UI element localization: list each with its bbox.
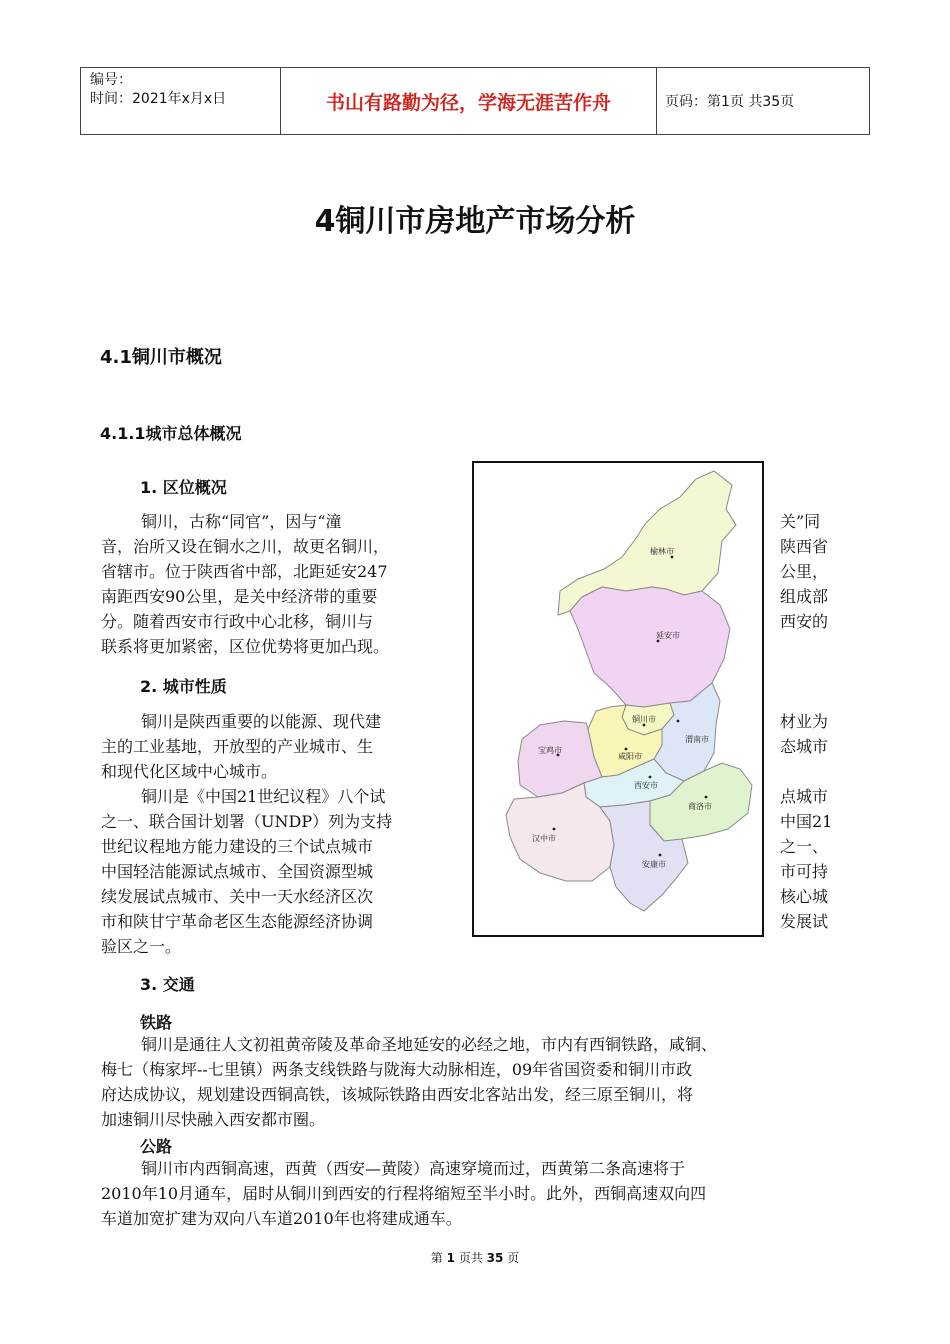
city-label: 咸阳市 xyxy=(618,752,642,761)
text-line: 之一、联合国计划署（UNDP）列为支持 xyxy=(101,812,393,831)
text-line-right: 态城市 xyxy=(780,737,829,756)
city-label: 汉中市 xyxy=(532,834,556,843)
city-dot xyxy=(643,724,646,727)
text-line: 联系将更加紧密，区位优势将更加凸现。 xyxy=(101,637,390,656)
section-heading: 4.1铜川市概况 xyxy=(100,347,222,368)
header-table xyxy=(80,67,870,135)
city-dot xyxy=(677,720,680,723)
city-dot xyxy=(649,776,652,779)
text-line: 续发展试点城市、关中一天水经济区次 xyxy=(101,887,374,906)
time-label: 时间：2021年x月x日 xyxy=(90,91,227,107)
text-line: 南距西安90公里，是关中经济带的重要 xyxy=(101,587,378,606)
text-line: 中国轻洁能源试点城市、全国资源型城 xyxy=(101,862,374,881)
text-line: 铜川市内西铜高速，西黄（西安—黄陵）高速穿境而过，西黄第二条高速将于 xyxy=(141,1159,686,1178)
number-label: 编号： xyxy=(90,72,132,88)
text-line: 铜川是通往人文初祖黄帝陵及革命圣地延安的必经之地，市内有西铜铁路，咸铜、 xyxy=(141,1035,718,1054)
text-line-right: 点城市 xyxy=(780,787,829,806)
location-heading: 1. 区位概况 xyxy=(140,478,227,497)
road-heading: 公路 xyxy=(140,1137,173,1156)
text-line-right: 关”同 xyxy=(780,512,821,531)
text-line: 车道加宽扩建为双向八车道2010年也将建成通车。 xyxy=(101,1209,462,1228)
text-line-right: 材业为 xyxy=(780,712,829,731)
footer-page: 1 xyxy=(446,1251,455,1265)
city-dot xyxy=(657,640,660,643)
text-line: 音，治所又设在铜水之川，故更名铜川， xyxy=(101,537,390,556)
subsection-heading: 4.1.1城市总体概况 xyxy=(100,424,242,443)
city-dot xyxy=(705,796,708,799)
city-dot xyxy=(553,828,556,831)
traffic-heading: 3. 交通 xyxy=(140,975,195,994)
shaanxi-map xyxy=(472,461,764,937)
city-label: 延安市 xyxy=(656,631,680,640)
footer-post: 页 xyxy=(507,1251,520,1265)
city-label: 宝鸡市 xyxy=(538,746,562,755)
text-line: 铜川，古称“同官”，因与“潼 xyxy=(141,512,342,531)
text-line: 铜川是《中国21世纪议程》八个试 xyxy=(141,787,386,806)
text-line-right: 发展试 xyxy=(780,912,829,931)
text-line: 铜川是陕西重要的以能源、现代建 xyxy=(141,712,382,731)
text-line-right: 陕西省 xyxy=(780,537,829,556)
text-line-right: 核心城 xyxy=(780,887,829,906)
city-label: 安康市 xyxy=(642,860,666,869)
text-line: 加速铜川尽快融入西安都市圈。 xyxy=(101,1110,326,1129)
page-footer xyxy=(0,1249,950,1266)
text-line: 验区之一。 xyxy=(101,937,182,956)
header-left-cell xyxy=(81,68,281,134)
city-label: 商洛市 xyxy=(688,802,712,811)
city-label: 榆林市 xyxy=(650,547,674,556)
motto: 书山有路勤为径，学海无涯苦作舟 xyxy=(281,68,657,134)
footer-total: 35 xyxy=(486,1251,504,1265)
city-label: 渭南市 xyxy=(685,735,709,744)
city-label: 铜川市 xyxy=(632,715,656,724)
text-line-right: 之一、 xyxy=(780,837,829,856)
text-line: 梅七（梅家坪--七里镇）两条支线铁路与陇海大动脉相连，09年省国资委和铜川市政 xyxy=(101,1060,693,1079)
text-line: 分。随着西安市行政中心北移，铜川与 xyxy=(101,612,374,631)
city-label: 西安市 xyxy=(634,781,658,790)
shaanxi-map-svg xyxy=(474,463,762,935)
text-line: 市和陕甘宁革命老区生态能源经济协调 xyxy=(101,912,374,931)
text-line: 府达成协议，规划建设西铜高铁，该城际铁路由西安北客站出发，经三原至铜川，将 xyxy=(101,1085,694,1104)
nature-heading: 2. 城市性质 xyxy=(140,677,227,696)
rail-heading: 铁路 xyxy=(140,1013,173,1032)
text-line-right: 公里， xyxy=(780,562,829,581)
text-line-right: 西安的 xyxy=(780,612,829,631)
footer-mid: 页共 xyxy=(458,1251,483,1265)
text-line: 和现代化区域中心城市。 xyxy=(101,762,278,781)
city-dot xyxy=(625,748,628,751)
text-line-right: 组成部 xyxy=(780,587,829,606)
page-info: 页码：第1页 共35页 xyxy=(665,94,795,110)
text-line: 2010年10月通车，届时从铜川到西安的行程将缩短至半小时。此外，西铜高速双向四 xyxy=(101,1184,707,1203)
text-line: 主的工业基地，开放型的产业城市、生 xyxy=(101,737,374,756)
text-line-right: 市可持 xyxy=(780,862,829,881)
text-line-right: 中国21 xyxy=(780,812,833,831)
text-line: 世纪议程地方能力建设的三个试点城市 xyxy=(101,837,374,856)
city-dot xyxy=(671,556,674,559)
footer-pre: 第 xyxy=(430,1251,443,1265)
city-dot xyxy=(659,854,662,857)
text-line: 省辖市。位于陕西省中部，北距延安247 xyxy=(101,562,388,581)
document-title: 4铜川市房地产市场分析 xyxy=(314,204,636,239)
